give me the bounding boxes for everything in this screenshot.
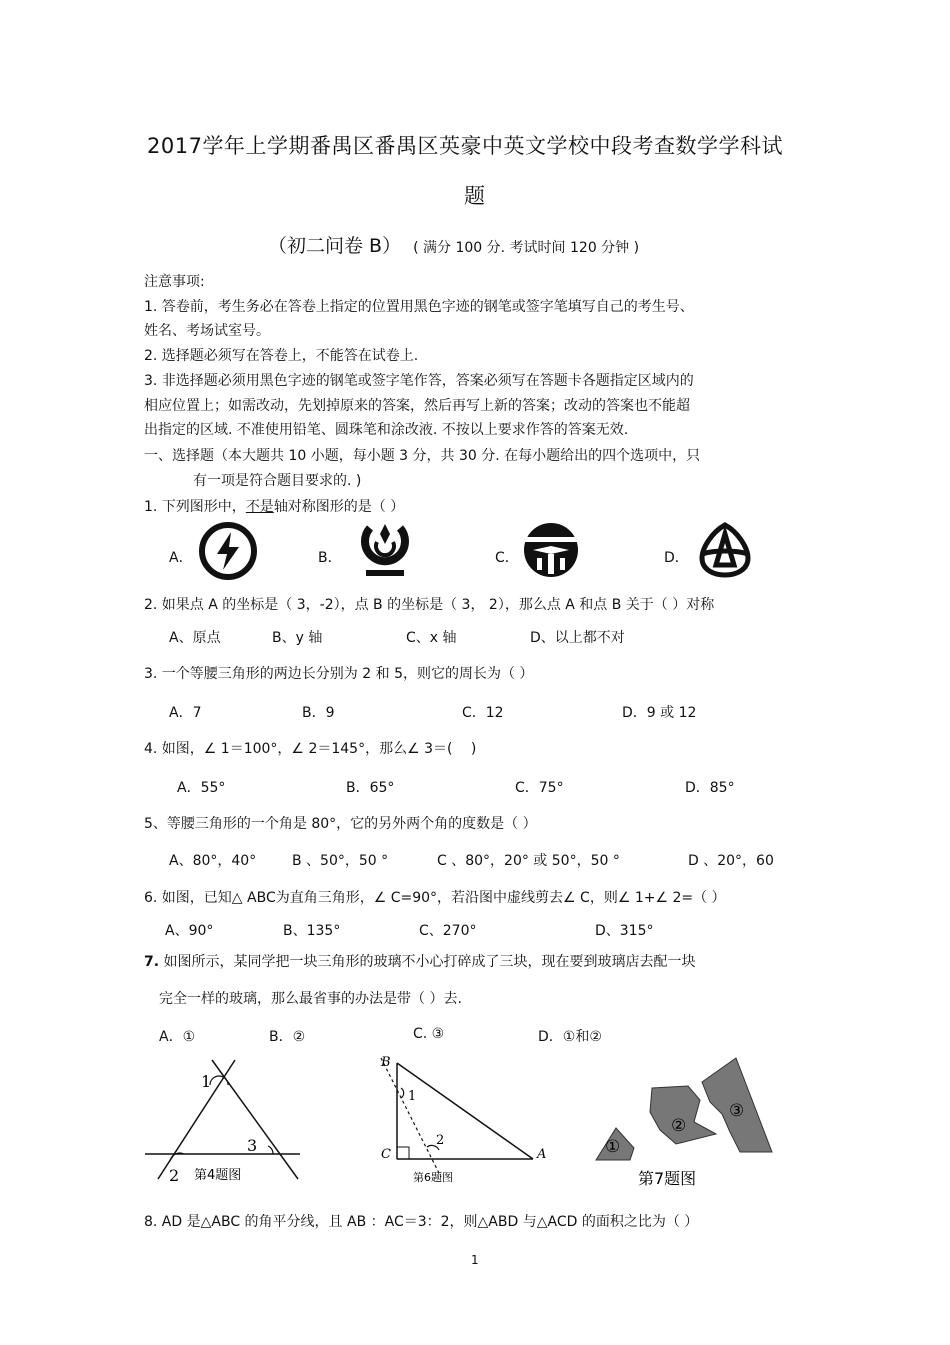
question-8-stem: 8. AD 是△ABC 的角平分线，且 AB ：AC＝3：2，则△ABD 与△ACD 的面积之比为（ ）: [144, 1214, 699, 1230]
q5-option-d: D 、20°，60: [688, 853, 774, 869]
q3-option-c: C．12: [462, 705, 504, 721]
q7-stem-line1: 如图所示，某同学把一块三角形的玻璃不小心打碎成了三块，现在要到玻璃店去配一块: [159, 954, 696, 970]
q3-option-b: B．9: [302, 705, 335, 721]
q5-option-c: C 、80°，20° 或 50°，50 °: [437, 853, 620, 869]
fan-disc-icon: [521, 520, 581, 580]
figure-6-diagram: [375, 1052, 555, 1192]
fig7-piece-2: ②: [671, 1116, 687, 1136]
fig7-piece-3: ③: [729, 1101, 745, 1121]
section-heading-cont: 有一项是符合题目要求的. ): [193, 473, 362, 489]
fig4-caption: 第4题图: [194, 1168, 242, 1183]
q7-option-c: C. ③: [413, 1026, 445, 1042]
q4-option-d: D．85°: [685, 780, 735, 796]
q6-option-c: C、270°: [419, 923, 477, 939]
paper-subtitle: [268, 231, 639, 258]
exam-title-line1: 2017学年上学期番禺区番禺区英豪中英文学校中段考查数学学科试: [147, 134, 783, 158]
page-number: 1: [471, 1253, 479, 1267]
notes-line: 2. 选择题必须写在答卷上，不能答在试卷上.: [144, 348, 419, 364]
q5-option-a: A、80°，40°: [169, 853, 257, 869]
question-5-stem: 5、等腰三角形的一个角是 80°，它的另外两个角的度数是（ ）: [144, 816, 537, 832]
notes-line: 1. 答卷前，考生务必在答卷上指定的位置用黑色字迹的钢笔或签字笔填写自己的考生号、: [144, 299, 694, 315]
q3-option-d: D．9 或 12: [622, 705, 697, 721]
fig6-label-2: 2: [436, 1133, 445, 1148]
q1-option-c: C．: [495, 550, 519, 566]
fig4-label-3: 3: [247, 1136, 258, 1155]
paper-label: （初二问卷 B）: [268, 235, 402, 257]
question-1-stem: [144, 496, 404, 516]
fig7-caption: 第7题图: [638, 1169, 697, 1188]
q1-option-b: B．: [318, 550, 342, 566]
q2-option-a: A、原点: [169, 630, 221, 646]
q1-option-a: A．: [169, 550, 193, 566]
fig6-label-c: C: [381, 1147, 391, 1162]
question-2-stem: 2. 如果点 A 的坐标是（ 3，-2），点 B 的坐标是（ 3， 2），那么点 A 和点 B 关于（ ）对称: [144, 597, 715, 613]
fig6-caption: 第6题图: [413, 1171, 453, 1184]
fig7-piece-1: ①: [605, 1137, 621, 1157]
q7-option-b: B．②: [269, 1029, 306, 1045]
exam-info: ( 满分 100 分. 考试时间 120 分钟 ): [413, 240, 640, 256]
fig6-label-1: 1: [408, 1089, 417, 1104]
q1-stem-emphasis: 不是: [245, 499, 274, 515]
q1-stem-post: 轴对称图形的是（ ）: [273, 499, 405, 515]
q7-stem-line2: 完全一样的玻璃，那么最省事的办法是带（ ）去.: [159, 991, 462, 1007]
q1-stem-pre: 1. 下列图形中，: [144, 499, 246, 515]
q6-option-b: B、135°: [283, 923, 341, 939]
q6-option-d: D、315°: [595, 923, 654, 939]
q7-option-d: D．①和②: [538, 1029, 602, 1045]
q2-option-d: D、以上都不对: [530, 630, 625, 646]
notes-line: 出指定的区域. 不准使用铅笔、圆珠笔和涂改液. 不按以上要求作答的答案无效.: [144, 422, 629, 438]
fig4-label-2: 2: [169, 1166, 180, 1185]
q3-option-a: A．7: [169, 705, 202, 721]
fig6-label-a: A: [537, 1147, 547, 1162]
question-6-stem: 6. 如图，已知△ ABC为直角三角形，∠ C=90°，若沿图中虚线剪去∠ C，则∠ 1+∠ 2=（ ）: [144, 890, 726, 906]
q5-option-b: B 、50°，50 °: [292, 853, 389, 869]
lightning-circle-icon: [197, 520, 259, 582]
notes-line: 相应位置上；如需改动，先划掉原来的答案，然后再写上新的答案；改动的答案也不能超: [144, 398, 690, 414]
question-7-stem: [144, 951, 696, 971]
fig6-label-b: B: [381, 1055, 391, 1070]
q2-option-c: C、x 轴: [406, 630, 457, 646]
q6-option-a: A、90°: [165, 923, 214, 939]
section-heading: 一、选择题（本大题共 10 小题，每小题 3 分，共 30 分. 在每小题给出的四个选项中，只: [144, 448, 701, 464]
q4-option-a: A．55°: [177, 780, 226, 796]
q4-option-c: C．75°: [515, 780, 564, 796]
ring-emblem-icon: [356, 520, 414, 580]
q4-option-b: B．65°: [346, 780, 395, 796]
fig4-label-1: 1: [201, 1072, 212, 1091]
q7-option-a: A．①: [159, 1029, 196, 1045]
figure-7-diagram: [590, 1052, 780, 1192]
q7-number: 7.: [144, 954, 160, 970]
notes-line: 3. 非选择题必须用黑色字迹的钢笔或签字笔作答，答案必须写在答题卡各题指定区域内的: [144, 373, 694, 389]
q2-option-b: B、y 轴: [272, 630, 323, 646]
question-3-stem: 3. 一个等腰三角形的两边长分别为 2 和 5，则它的周长为（ ）: [144, 666, 534, 682]
q1-option-d: D．: [664, 550, 689, 566]
figure-4-diagram: [140, 1057, 310, 1187]
flame-emblem-icon: [694, 520, 756, 580]
notes-line: 姓名、考场试室号。: [144, 323, 270, 339]
question-4-stem: 4. 如图，∠ 1＝100°，∠ 2＝145°，那么∠ 3＝( ): [144, 741, 477, 757]
exam-title-line2: 题: [464, 184, 486, 208]
notes-heading: 注意事项:: [144, 274, 205, 290]
